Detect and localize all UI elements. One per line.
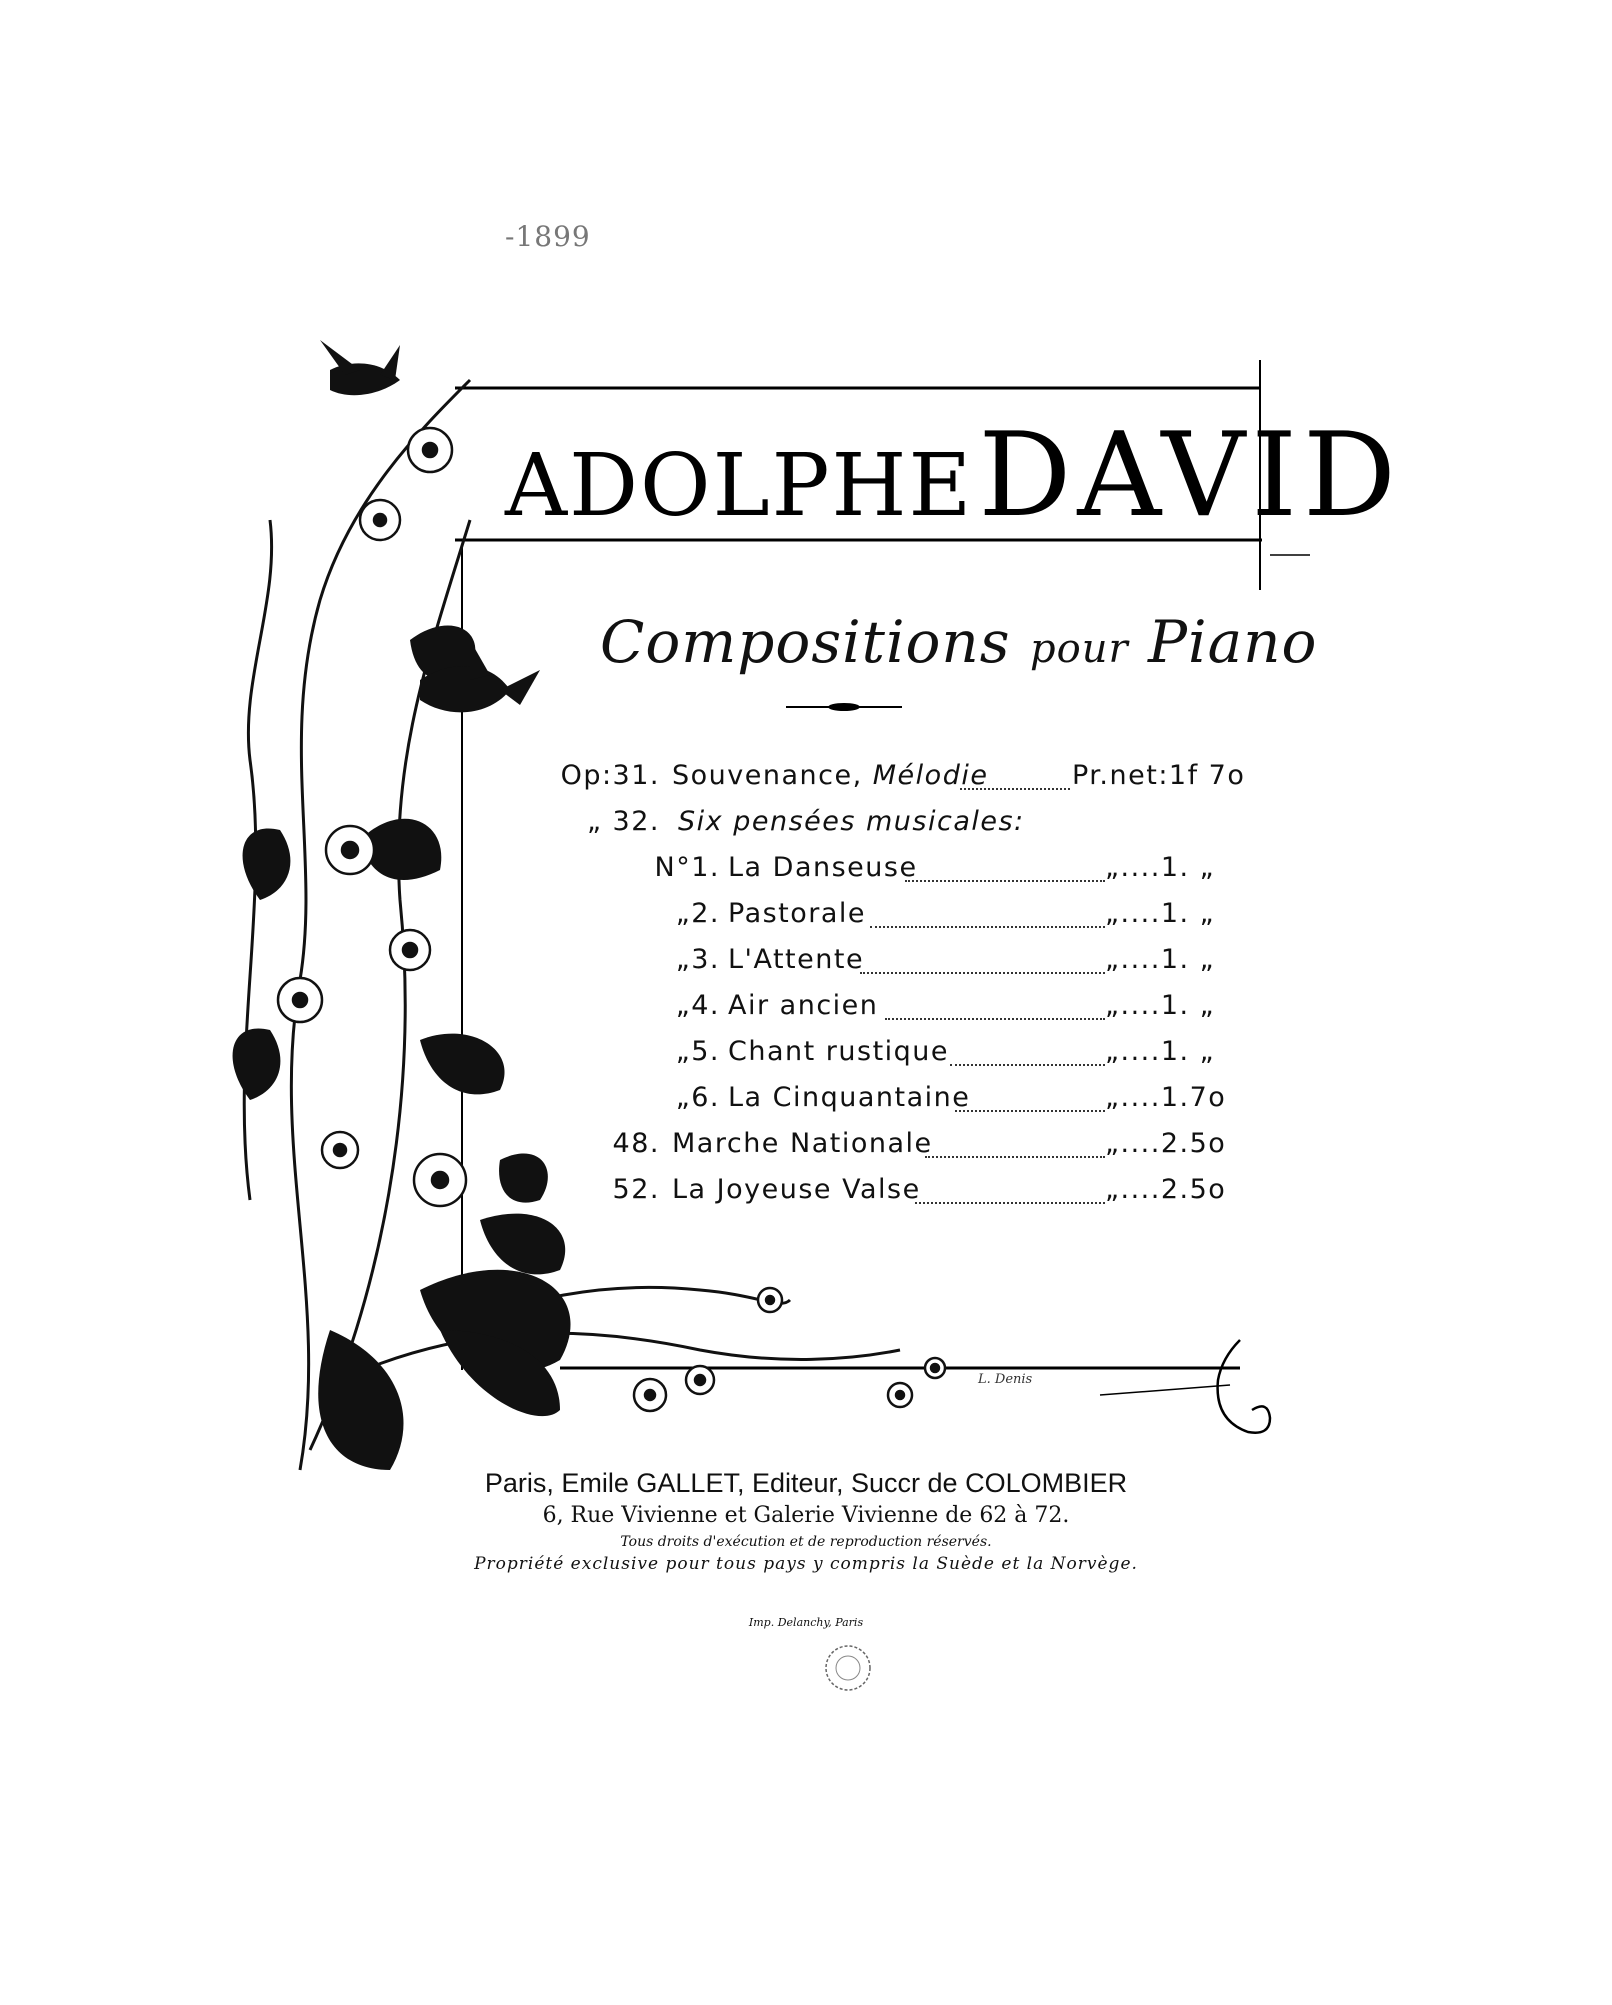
opus-number: 52. bbox=[612, 1174, 660, 1205]
list-item bbox=[0, 1036, 1612, 1076]
leader-dots bbox=[870, 926, 1105, 928]
leader-dots bbox=[950, 1064, 1105, 1066]
piece-number: „5. bbox=[675, 1036, 720, 1067]
list-item bbox=[0, 852, 1612, 892]
subtitle-word-2: pour bbox=[1030, 626, 1129, 672]
leader-dots bbox=[905, 880, 1105, 882]
price: „....2.5o bbox=[1105, 1128, 1227, 1159]
piece-title: La Joyeuse Valse bbox=[672, 1174, 921, 1205]
list-item bbox=[0, 1082, 1612, 1122]
list-item bbox=[0, 806, 1612, 846]
piece-number: „6. bbox=[675, 1082, 720, 1113]
piece-title: Chant rustique bbox=[728, 1036, 950, 1067]
piece-title: La Danseuse bbox=[728, 852, 918, 883]
piece-title: La Cinquantaine bbox=[728, 1082, 971, 1113]
price: Pr.net:1f 7o bbox=[1072, 760, 1246, 791]
leader-dots bbox=[915, 1202, 1105, 1204]
price: „....1. „ bbox=[1105, 1036, 1216, 1067]
list-item bbox=[0, 1174, 1612, 1214]
list-item bbox=[0, 944, 1612, 984]
publisher-address: 6, Rue Vivienne et Galerie Vivienne de 62 à 72. bbox=[542, 1503, 1070, 1528]
list-item bbox=[0, 990, 1612, 1030]
printer-credit: Imp. Delanchy, Paris bbox=[748, 1616, 864, 1629]
price: „....1. „ bbox=[1105, 944, 1216, 975]
leader-dots bbox=[925, 1156, 1105, 1158]
leader-dots bbox=[885, 1018, 1105, 1020]
opus-number: 48. bbox=[612, 1128, 660, 1159]
publisher-line: Paris, Emile GALLET, Editeur, Succr de COLOMBIER bbox=[484, 1468, 1128, 1498]
collection-subtitle bbox=[600, 608, 1317, 676]
list-item bbox=[0, 1128, 1612, 1168]
leader-dots bbox=[860, 972, 1105, 974]
subtitle-word-1: Compositions bbox=[600, 608, 1011, 676]
piece-title: Marche Nationale bbox=[672, 1128, 933, 1159]
property-notice: Propriété exclusive pour tous pays y compris la Suède et la Norvège. bbox=[474, 1554, 1138, 1574]
piece-title: Souvenance, Mélodie bbox=[672, 760, 989, 791]
price: „....1. „ bbox=[1105, 898, 1216, 929]
composer-last-name: DAVID bbox=[978, 408, 1403, 543]
rights-notice: Tous droits d'exécution et de reproduction réservés. bbox=[620, 1534, 992, 1550]
opus-number: Op:31. bbox=[560, 760, 660, 791]
seal-icon bbox=[820, 1640, 876, 1696]
leader-dots bbox=[960, 788, 1070, 790]
piece-title: Air ancien bbox=[728, 990, 879, 1021]
leader-dots bbox=[955, 1110, 1105, 1112]
price: „....1. „ bbox=[1105, 990, 1216, 1021]
opus-number: „ 32. bbox=[586, 806, 660, 837]
artist-signature: L. Denis bbox=[978, 1372, 1033, 1387]
price: „....2.5o bbox=[1105, 1174, 1227, 1205]
piece-number: „4. bbox=[675, 990, 720, 1021]
subtitle-word-3: Piano bbox=[1148, 608, 1318, 676]
piece-title: Six pensées musicales: bbox=[678, 806, 1025, 837]
piece-number: „2. bbox=[675, 898, 720, 929]
piece-number: N°1. bbox=[654, 852, 720, 883]
price: „....1. „ bbox=[1105, 852, 1216, 883]
library-stamp: -1899 bbox=[505, 220, 591, 253]
composer-first-name: ADOLPHE bbox=[505, 436, 974, 536]
list-item bbox=[0, 760, 1612, 800]
piece-title: Pastorale bbox=[728, 898, 867, 929]
ornamental-divider bbox=[786, 700, 902, 714]
piece-number: „3. bbox=[675, 944, 720, 975]
publisher-imprint bbox=[0, 1468, 1612, 1574]
price: „....1.7o bbox=[1105, 1082, 1227, 1113]
composer-name bbox=[505, 408, 1403, 543]
list-item bbox=[0, 898, 1612, 938]
piece-title: L'Attente bbox=[728, 944, 865, 975]
